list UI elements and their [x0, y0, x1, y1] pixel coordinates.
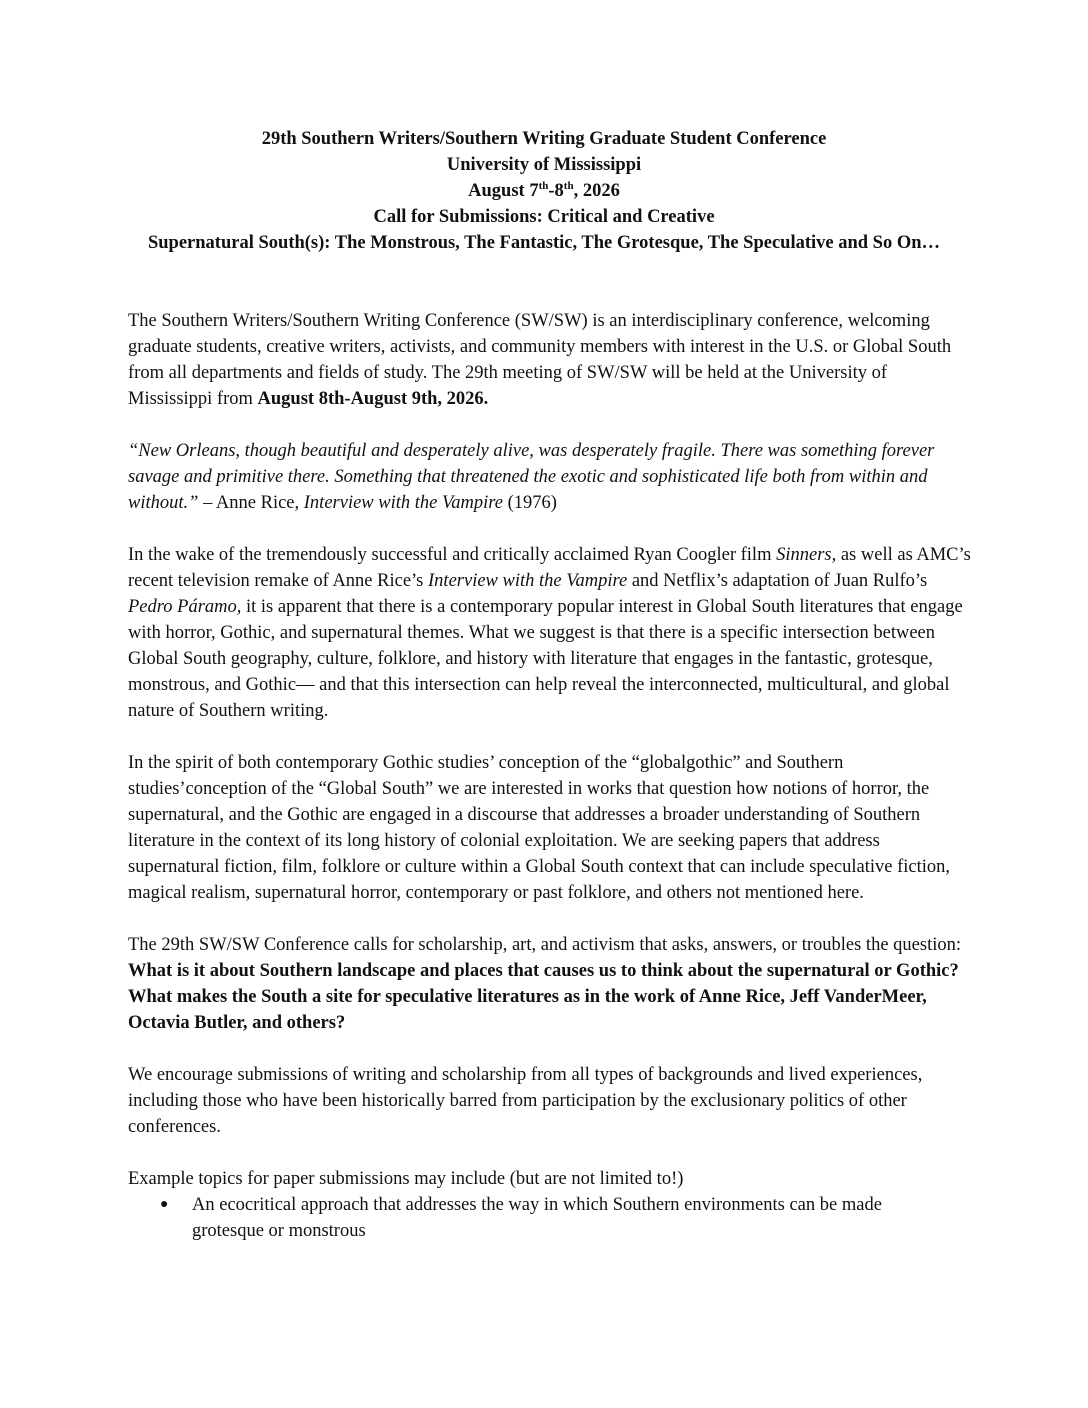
conference-header — [100, 126, 988, 256]
topics-list — [128, 1192, 973, 1244]
conference-date: August 7th-8th, 2026 — [468, 180, 620, 201]
university-name: University of Mississippi — [446, 155, 642, 175]
epigraph-quote: “New Orleans, though beautiful and desperately alive, was desperately fragile. There was something forever savage and primitive there. Something that threatened the exotic and sophisticated life both from within and without.” – Anne Rice, Interview with the Vampire (1976) — [128, 441, 935, 513]
inclusion-paragraph: We encourage submissions of writing and scholarship from all types of backgrounds and lived experiences, including those who have been historically barred from participation by the exclusionary politics of other conferences. — [128, 1065, 923, 1137]
guiding-question-paragraph: The 29th SW/SW Conference calls for scholarship, art, and activism that asks, answers, or troubles the question: What is it about Southern landscape and places that causes us to think about the supernatural or Gothic? What makes the South a site for speculative literatures as in the work of Anne Rice, Jeff VanderMeer, Octavia Butler, and others? — [128, 935, 961, 1033]
guiding-question: What is it about Southern landscape and places that causes us to think about the supernatural or Gothic? What makes the South a site for speculative literatures as in the work of Anne Rice, Jeff VanderMeer, Octavia Butler, and others? — [128, 961, 959, 1033]
conference-title: 29th Southern Writers/Southern Writing Graduate Student Conference — [261, 129, 827, 149]
intro-paragraph: The Southern Writers/Southern Writing Conference (SW/SW) is an interdisciplinary conference, welcoming graduate students, creative writers, activists, and community members with interest in the U.S. or Global South from all departments and fields of study. The 29th meeting of SW/SW will be held at the University of Mississippi from August 8th-August 9th, 2026. — [128, 311, 952, 409]
scope-paragraph: In the spirit of both contemporary Gothic studies’ conception of the “globalgothic” and Southern studies’conception of the “Global South” we are interested in works that question how notions of horror, the supernatural, and the Gothic are engaged in a discourse that addresses a broader understanding of Southern literature in the context of its long history of colonial exploitation. We are seeking papers that address supernatural fiction, film, folklore or culture within a Global South context that can include speculative fiction, magical realism, supernatural horror, contemporary or past folklore, and others not mentioned here. — [128, 753, 950, 903]
context-paragraph: In the wake of the tremendously successful and critically acclaimed Ryan Coogler film Sinners, as well as AMC’s recent television remake of Anne Rice’s Interview with the Vampire and Netflix’s adaptation of Juan Rulfo’s Pedro Páramo, it is apparent that there is a contemporary popular interest in Global South literatures that engage with horror, Gothic, and supernatural themes. What we suggest is that there is a specific intersection between Global South geography, culture, folklore, and history with literature that engages in the fantastic, grotesque, monstrous, and Gothic— and that this intersection can help reveal the interconnected, multicultural, and global nature of Southern writing. — [128, 545, 971, 721]
call-for-submissions: Call for Submissions: Critical and Creative — [373, 207, 715, 227]
conference-dates-bold: August 8th-August 9th, 2026. — [257, 389, 489, 409]
conference-theme: Supernatural South(s): The Monstrous, The Fantastic, The Grotesque, The Speculative and So On… — [147, 233, 941, 253]
document-body — [128, 308, 973, 1244]
list-item: ● An ecocritical approach that addresses the way in which Southern environments can be made grotesque or monstrous — [128, 1192, 952, 1244]
bullet-icon: ● — [160, 1197, 169, 1212]
topics-intro: Example topics for paper submissions may include (but are not limited to!) — [128, 1169, 684, 1189]
